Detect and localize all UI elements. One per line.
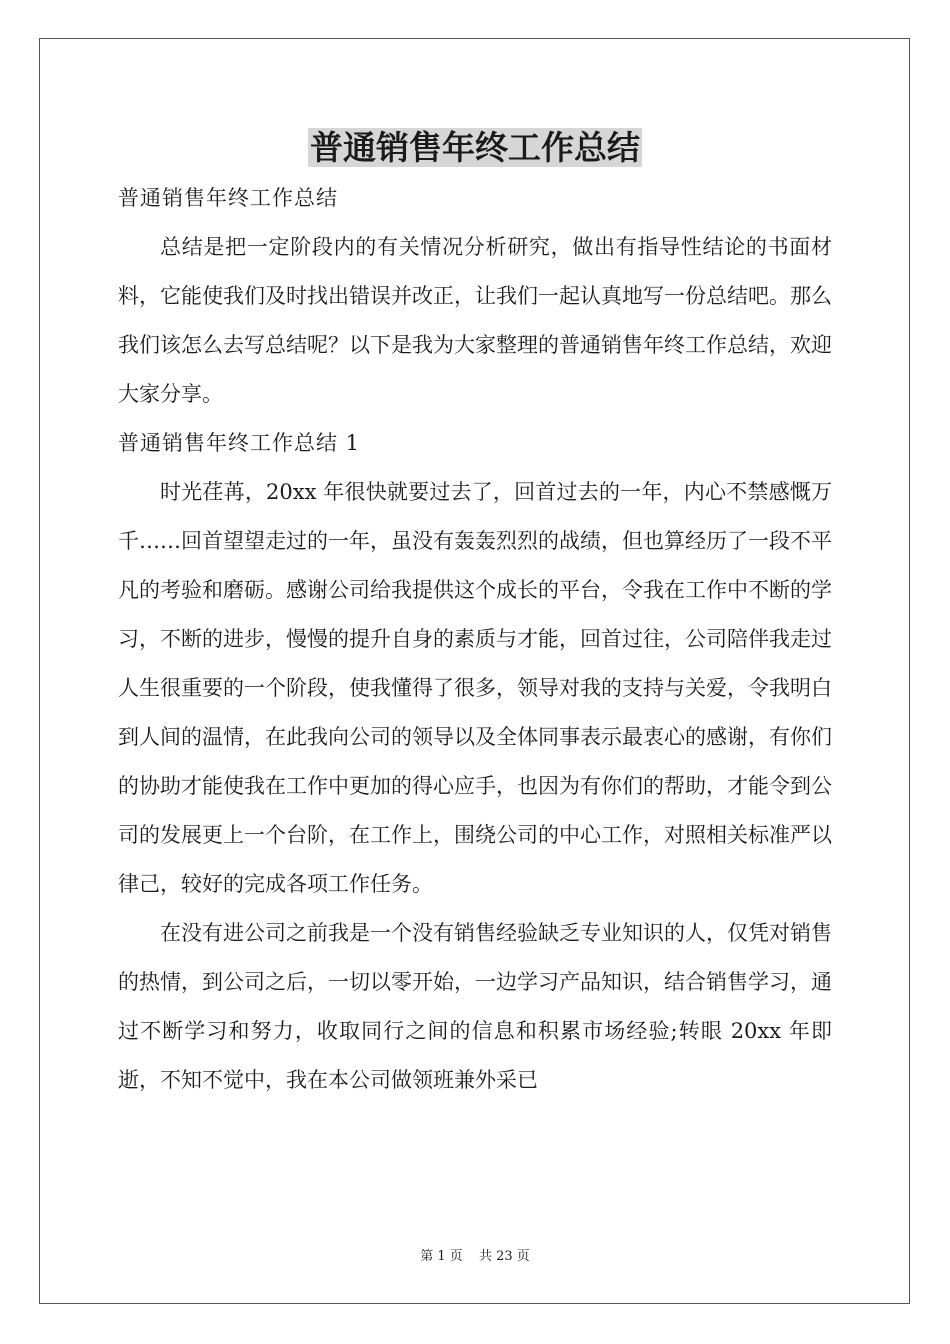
page-footer bbox=[0, 1248, 950, 1266]
paragraph-heading: 普通销售年终工作总结 bbox=[118, 186, 338, 210]
page-total: 共 23 页 bbox=[478, 1249, 530, 1264]
page-number: 第 1 页 bbox=[420, 1249, 463, 1264]
section-heading-1: 普通销售年终工作总结 1 bbox=[118, 431, 361, 455]
paragraph-body-2: 在没有进公司之前我是一个没有销售经验缺乏专业知识的人，仅凭对销售的热情，到公司之后，一切以零开始，一边学习产品知识，结合销售学习，通过不断学习和努力，收取同行之间的信息和积累市场经验;转眼 20xx 年即逝，不知不觉中，我在本公司做领班兼外采已 bbox=[118, 921, 832, 1092]
paragraph-intro: 总结是把一定阶段内的有关情况分析研究，做出有指导性结论的书面材料，它能使我们及时找出错误并改正，让我们一起认真地写一份总结吧。那么我们该怎么去写总结呢？以下是我为大家整理的普通销售年终工作总结，欢迎大家分享。 bbox=[118, 235, 832, 406]
document-title-text: 普通销售年终工作总结 bbox=[310, 128, 640, 167]
document-title bbox=[0, 126, 950, 170]
paragraph-body-1: 时光荏苒，20xx 年很快就要过去了，回首过去的一年，内心不禁感慨万千……回首望望走过的一年，虽没有轰轰烈烈的战绩，但也算经历了一段不平凡的考验和磨砺。感谢公司给我提供这个成长的平台，令我在工作中不断的学习，不断的进步，慢慢的提升自身的素质与才能，回首过往，公司陪伴我走过人生很重要的一个阶段，使我懂得了很多，领导对我的支持与关爱，令我明白到人间的温情，在此我向公司的领导以及全体同事表示最衷心的感谢，有你们的协助才能使我在工作中更加的得心应手，也因为有你们的帮助，才能令到公司的发展更上一个台阶，在工作上，围绕公司的中心工作，对照相关标准严以律己，较好的完成各项工作任务。 bbox=[118, 480, 832, 896]
document-body bbox=[118, 174, 832, 1105]
